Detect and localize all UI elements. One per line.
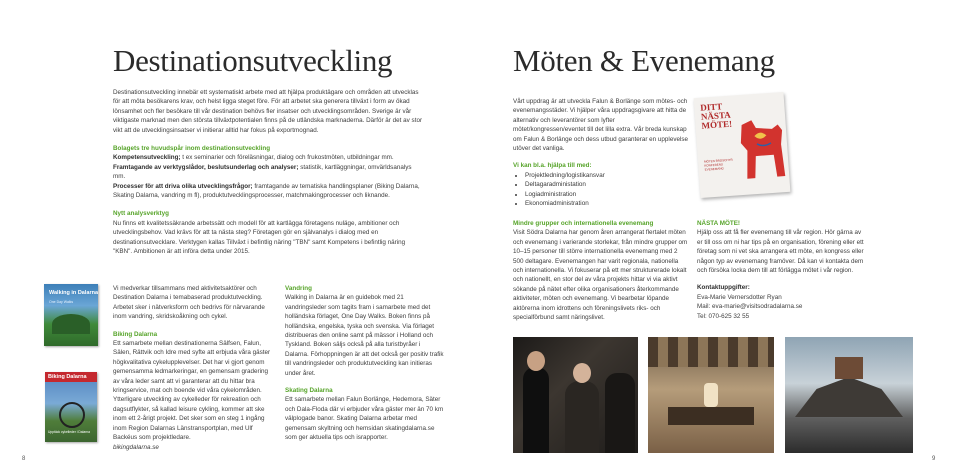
tools-term-3: Processer för att driva olika utvecklingsfrågor; xyxy=(113,182,253,190)
help-item: • Projektledning/logistikansvar xyxy=(525,171,689,180)
photo-person-silhouette xyxy=(565,381,599,453)
cover1-title: Walking in Dalarna xyxy=(49,290,98,296)
left-page-number: 8 xyxy=(22,456,26,462)
left-page-title: Destinationsutveckling xyxy=(113,43,393,78)
biking-text: Ett samarbete mellan destinationerna Sälfsen, Falun, Sälen, Rättvik och Idre med syfte att erbjuda våra gäster högkvalitativa cykelupplevelser. Det har vi gjort genom gemensamma ledmarkeringar, en gemensam gradering av våra leder samt att vi garanterar att du hittar bra kringservice, mat och boende vid våra cykelområden. Ytterligare utveckling av cykelleder för rekreation och dagsutflykter, så kallad leisure cykling, kommer att ske inom ett 2-årigt projekt. Det sker som en steg 1 ingång inom Region Dalarnas Länstransportplan, med Ulf Backéus som projektledare. xyxy=(113,340,271,442)
vandring-text: Walking in Dalarna är en guidebok med 21 vandringsleder som tagits fram i samarbete med det holländska förlaget, One Day Walks. Boken finns på holländska, engelska, tyska och svenska. Via förlaget distribueras den online samt på mässor i Holland och Tyskland. Boken säljs också på alla turistbyråer i Dalarna. Förhoppningen är att det också ger positiv trafik till vandringsleder och produktutveckling kan initieras under året. xyxy=(285,294,444,377)
help-item: • Deltagaradministation xyxy=(525,180,689,189)
tools-item-1 xyxy=(113,153,425,162)
tools-term-2: Framtagande av verktygslådor, beslutsunderlag och analyser; xyxy=(113,163,299,171)
cover2-subtitle: Upptäck cykelleder i Dalarna xyxy=(48,430,90,434)
left-column-1 xyxy=(113,284,271,452)
photo-person-silhouette xyxy=(605,373,635,453)
mindre-heading: Mindre grupper och internationella evenemang xyxy=(513,220,654,227)
left-intro-block xyxy=(113,88,425,257)
right-intro-text: Vårt uppdrag är att utveckla Falun & Borlänge som mötes- och evenemangsstäder. Vi hjälper våra uppdragsgivare att hitta de alternativ och leverantörer som lyfter mötet/kongressen/eventet till det lilla extra. Vår breda kunskap om Falun & Borlänge och dess utbud garanterar en upplevelse utöver det vanliga. xyxy=(513,98,689,153)
vandring-heading: Vandring xyxy=(285,285,312,292)
cover1-hill-graphic xyxy=(52,314,90,334)
photo-person-silhouette xyxy=(523,367,549,453)
contact-phone: Tel: 070-625 32 55 xyxy=(697,312,750,320)
skating-heading: Skating Dalarna xyxy=(285,387,333,395)
nytt-text: Nu finns ett kvalitetssäkrande arbetssätt och modell för att kartlägga företagens nuläge, ambitioner och utvecklingsbehov. Vad krävs för att ta nästa steg? Företagen gör en självanalys i dialog med en destinationsutvecklare. Verktygen kallas Tillväxt i befintlig näring "TBN" samt Kompetens i befintlig näring "KBN". Ambitionen är att införa detta under 2015. xyxy=(113,219,406,256)
photo-pit-graphic xyxy=(795,377,903,417)
tools-item-3 xyxy=(113,182,425,201)
right-page-title: Möten & Evenemang xyxy=(513,43,775,78)
nasta-heading: NÄSTA MÖTE! xyxy=(697,220,741,227)
bike-wheel-icon xyxy=(59,402,85,428)
photo-conference-hall xyxy=(648,337,774,453)
photo-ceiling-beams xyxy=(648,337,774,367)
help-item: • Logiadministration xyxy=(525,190,689,199)
biking-dalarna-cover xyxy=(45,372,97,442)
photo-person-head xyxy=(527,351,545,371)
help-list xyxy=(513,171,689,209)
cover2-title: Biking Dalarna xyxy=(48,374,87,380)
right-page-number: 9 xyxy=(932,456,936,462)
brochure-title: DITT NÄSTA MÖTE! xyxy=(699,101,733,131)
tools-text-2: statistik, kartläggningar, omvärldsanalys mm. xyxy=(113,163,412,181)
help-heading: Vi kan bl.a. hjälpa till med: xyxy=(513,162,592,170)
photo-mining-site xyxy=(785,337,913,453)
contact-name: Eva-Marie Vernersdotter Ryan xyxy=(697,293,782,301)
tools-text-3: framtagande av tematiska handlingsplaner (Biking Dalarna, Skating Dalarna, vandring m fl), produktutvecklingsprocesser, matchmakingprocesser och liknande. xyxy=(113,182,420,200)
tools-text-1: t ex seminarier och föreläsningar, dialog och frukostmöten, utbildningar mm. xyxy=(180,154,394,162)
brochure-image xyxy=(694,92,791,198)
left-column-2 xyxy=(285,284,445,443)
photo-meeting-people xyxy=(513,337,638,453)
photo-table xyxy=(668,407,754,425)
left-intro-text: Destinationsutveckling innebär ett systematiskt arbete med att hjälpa produktägare och områden att utvecklas för att möta besökarens krav, och helst ligga steget före. För att arbetet ska generera tillväxt i form av ökad lönsamhet och fler besökare till vår destination behövs fler insatser och utvecklingsområden. Sverige är vår viktigaste marknad men den största tillväxtpotentialen finns på de utländska marknaderna. Därför är det av stor vikt att de utvecklingsinsatser vi initierar alltid har fokus på exportmognad. xyxy=(113,89,423,134)
nytt-heading: Nytt analysverktyg xyxy=(113,210,169,218)
biking-link[interactable]: bikingdalarna.se xyxy=(113,443,159,451)
nasta-text: Hjälp oss att få fler evenemang till vår region. Hör gärna av er till oss om ni har tips på en organisation, förening eller ett företag som ni vet ska arrangera ett möte, en kongress eller någon typ av evenemang framöver. Då kan vi kontakta dem och försöka locka dem till att förlägga mötet i vår region. xyxy=(697,229,864,275)
mindre-text: Visit Södra Dalarna har genom åren arrangerat flertalet möten och evenemang i varierande storlekar, från mindre grupper om 10–15 personer till större internationella evenemang med 2 500 deltagare. Evenemangen har varit regionala, nationella och internationella. Vi fokuserar på ett mer strukturerade lokalt och nationellt, en stor del av våra projekts hittar vi via aktivt sökande på nätet efter olika organisationers återkommande aktiviteter, möten och evenemang. Vi bearbetar löpande aktörerna inom idrottens och föreningslivets riks- och specialförbund samt näringslivet. xyxy=(513,229,688,322)
tools-item-2 xyxy=(113,163,425,182)
contact-heading: Kontaktuppgifter: xyxy=(697,284,750,292)
right-intro-block xyxy=(513,97,689,208)
photo-person-head xyxy=(573,363,591,383)
help-item: • Ekonomiadministration xyxy=(525,199,689,208)
brochure-subtitle: MÖTEN BROSCHYR KONFERENS EVENEMANG xyxy=(703,157,733,172)
tools-heading: Bolagets tre huvudspår inom destinationsutveckling xyxy=(113,145,271,153)
photo-lamp xyxy=(704,383,718,407)
contact-mail[interactable]: Mail: eva-marie@visitsodradalarna.se xyxy=(697,303,803,311)
biking-heading: Biking Dalarna xyxy=(113,330,158,338)
nasta-block xyxy=(697,219,865,321)
photo-building xyxy=(835,357,863,379)
dala-horse-icon xyxy=(731,114,790,188)
col1-text: Vi medverkar tillsammans med aktivitetsaktörer och Destination Dalarna i temabaserad produktutveckling. Arbetet sker i nätverksform och bedrivs för närvarande inom vandring, skridskoåkning och cykel. xyxy=(113,285,265,321)
skating-text: Ett samarbete mellan Falun Borlänge, Hedemora, Säter och Dala-Floda där vi erbjuder våra gäster mer än 70 km välplogade banor. Skating Dalarna arbetar med gemensam skyltning och hemsidan skatingdalarna.se som ger aktuella tips och israpporter. xyxy=(285,396,444,442)
walking-dalarna-cover xyxy=(44,284,98,346)
tools-term-1: Kompetensutveckling; xyxy=(113,154,181,162)
mindre-block xyxy=(513,219,689,322)
cover1-subtitle: One Day Walks xyxy=(49,300,74,304)
